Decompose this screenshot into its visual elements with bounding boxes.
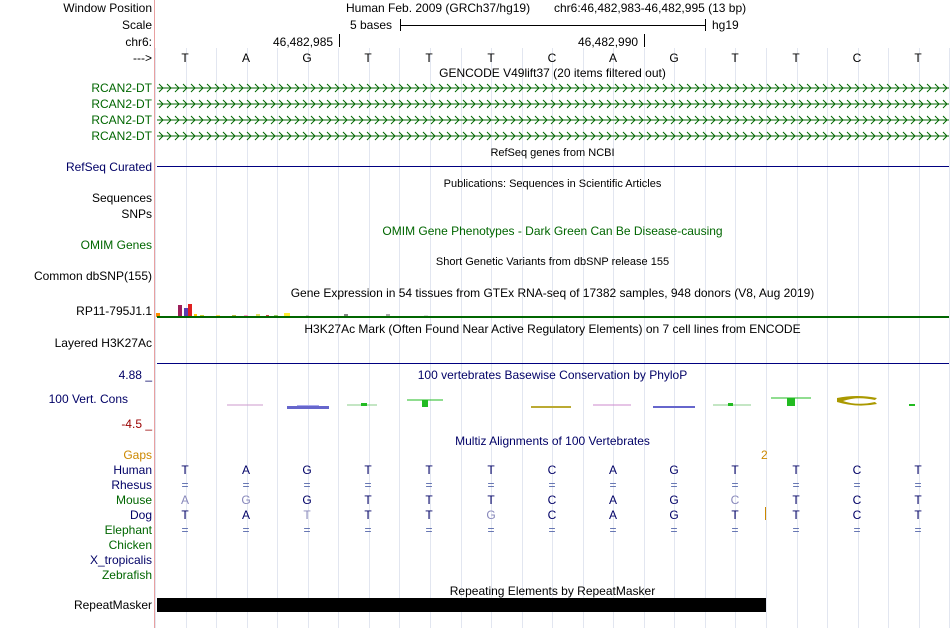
species-label[interactable]: Zebrafish bbox=[101, 568, 152, 582]
alignment-base: = bbox=[181, 523, 189, 537]
alignment-base: = bbox=[425, 478, 433, 492]
alignment-base: T bbox=[914, 463, 922, 477]
alignment-base: A bbox=[608, 508, 617, 522]
gtex-label[interactable]: RP11-795J1.1 bbox=[76, 304, 152, 318]
alignment-base: T bbox=[364, 508, 372, 522]
sequence-base: C bbox=[547, 51, 557, 65]
gencode-transcript-4[interactable] bbox=[157, 131, 949, 141]
snps-label[interactable]: SNPs bbox=[121, 207, 152, 221]
alignment-base: T bbox=[181, 463, 189, 477]
omim-label[interactable]: OMIM Genes bbox=[80, 238, 152, 252]
alignment-base: = bbox=[242, 478, 250, 492]
alignment-base: = bbox=[609, 523, 617, 537]
alignment-base: = bbox=[303, 478, 311, 492]
phylop-max-label: 4.88 _ bbox=[118, 368, 152, 382]
alignment-base: A bbox=[608, 493, 617, 507]
repeatmasker-element[interactable] bbox=[157, 598, 766, 612]
gencode-item-label[interactable]: RCAN2-DT bbox=[91, 113, 152, 127]
alignment-base: = bbox=[548, 478, 556, 492]
sequence-base: C bbox=[852, 51, 862, 65]
h3k27ac-track-title[interactable]: H3K27Ac Mark (Often Found Near Active Regulatory Elements) on 7 cell lines from ENCODE bbox=[304, 322, 801, 336]
coord-tick-2 bbox=[644, 34, 645, 47]
coord-label-2: 46,482,990 bbox=[578, 35, 639, 49]
alignment-base: = bbox=[181, 478, 189, 492]
alignment-base: = bbox=[853, 478, 861, 492]
sequence-base: T bbox=[181, 51, 189, 65]
gencode-item-label[interactable]: RCAN2-DT bbox=[91, 129, 152, 143]
sequence-base: A bbox=[608, 51, 617, 65]
gtex-expression-bars[interactable] bbox=[156, 301, 296, 317]
coord-tick-1 bbox=[339, 34, 340, 47]
alignment-base: = bbox=[792, 478, 800, 492]
alignment-base: T bbox=[425, 493, 433, 507]
h3k27ac-label[interactable]: Layered H3K27Ac bbox=[54, 336, 152, 350]
alignment-base: G bbox=[669, 493, 679, 507]
repeatmasker-track-title[interactable]: Repeating Elements by RepeatMasker bbox=[449, 584, 656, 598]
sequence-base: A bbox=[241, 51, 250, 65]
alignment-base: T bbox=[792, 463, 800, 477]
phylop-min-label: -4.5 _ bbox=[121, 417, 152, 431]
species-label[interactable]: Elephant bbox=[104, 523, 152, 537]
alignment-base: T bbox=[487, 463, 495, 477]
alignment-base: T bbox=[792, 493, 800, 507]
alignment-base: G bbox=[241, 493, 251, 507]
alignment-base: = bbox=[487, 523, 495, 537]
alignment-base: = bbox=[792, 523, 800, 537]
alignment-base: G bbox=[486, 508, 496, 522]
alignment-base: T bbox=[731, 463, 739, 477]
sequences-label[interactable]: Sequences bbox=[91, 191, 152, 205]
gencode-transcript-2[interactable] bbox=[157, 99, 949, 109]
alignment-base: C bbox=[852, 508, 862, 522]
publications-track-title[interactable]: Publications: Sequences in Scientific Articles bbox=[443, 178, 662, 190]
species-label[interactable]: Rhesus bbox=[111, 478, 152, 492]
gencode-item-label[interactable]: RCAN2-DT bbox=[91, 81, 152, 95]
position-text: chr6:46,482,983-46,482,995 (13 bp) bbox=[554, 1, 747, 15]
alignment-base: = bbox=[425, 523, 433, 537]
gap-marker bbox=[765, 507, 766, 520]
h3k27ac-baseline bbox=[157, 363, 949, 364]
sequence-base: T bbox=[364, 51, 372, 65]
alignment-base: = bbox=[609, 478, 617, 492]
alignment-base: = bbox=[914, 523, 922, 537]
alignment-base: A bbox=[241, 508, 250, 522]
scale-value: 5 bases bbox=[350, 18, 393, 32]
alignment-base: = bbox=[242, 523, 250, 537]
gencode-track-title[interactable]: GENCODE V49lift37 (20 items filtered out) bbox=[439, 66, 666, 80]
species-label[interactable]: Chicken bbox=[108, 538, 152, 552]
alignment-base: A bbox=[180, 493, 189, 507]
alignment-base: T bbox=[364, 463, 372, 477]
phylop-label[interactable]: 100 Vert. Cons bbox=[48, 392, 128, 406]
strand-label: ---> bbox=[133, 51, 152, 65]
alignment-base: C bbox=[547, 463, 557, 477]
alignment-base: = bbox=[853, 523, 861, 537]
gaps-label: Gaps bbox=[123, 448, 152, 462]
alignment-base: A bbox=[608, 463, 617, 477]
alignment-base: = bbox=[731, 523, 739, 537]
sequence-base: T bbox=[731, 51, 739, 65]
alignment-base: T bbox=[914, 493, 922, 507]
alignment-base: = bbox=[364, 478, 372, 492]
multiz-track-title[interactable]: Multiz Alignments of 100 Vertebrates bbox=[455, 434, 650, 448]
alignment-base: T bbox=[487, 493, 495, 507]
dbsnp-label[interactable]: Common dbSNP(155) bbox=[33, 269, 152, 283]
alignment-base: T bbox=[303, 508, 311, 522]
alignment-base: G bbox=[669, 508, 679, 522]
alignment-base: T bbox=[181, 508, 189, 522]
gencode-item-label[interactable]: RCAN2-DT bbox=[91, 97, 152, 111]
gridline bbox=[155, 48, 156, 628]
coord-label-1: 46,482,985 bbox=[273, 35, 334, 49]
alignment-base: = bbox=[548, 523, 556, 537]
sequence-base: T bbox=[792, 51, 800, 65]
alignment-base: = bbox=[303, 523, 311, 537]
scale-label: Scale bbox=[121, 18, 152, 32]
alignment-base: C bbox=[852, 493, 862, 507]
sequence-base: G bbox=[302, 51, 312, 65]
alignment-base: G bbox=[302, 493, 312, 507]
alignment-base: A bbox=[241, 463, 250, 477]
refseq-label[interactable]: RefSeq Curated bbox=[65, 160, 152, 174]
gtex-gene-line[interactable] bbox=[157, 316, 949, 318]
alignment-base: C bbox=[730, 493, 740, 507]
alignment-base: T bbox=[792, 508, 800, 522]
scale-assembly: hg19 bbox=[712, 18, 739, 32]
gap-count: 2 bbox=[761, 448, 768, 462]
alignment-base: T bbox=[731, 508, 739, 522]
alignment-base: T bbox=[425, 508, 433, 522]
label-separator bbox=[154, 0, 155, 628]
scale-bar bbox=[400, 19, 706, 31]
alignment-base: C bbox=[547, 493, 557, 507]
repeatmasker-label[interactable]: RepeatMasker bbox=[73, 598, 152, 612]
alignment-base: T bbox=[425, 463, 433, 477]
sequence-base: T bbox=[914, 51, 922, 65]
phylop-track-title[interactable]: 100 vertebrates Basewise Conservation by PhyloP bbox=[417, 368, 688, 382]
alignment-base: = bbox=[670, 478, 678, 492]
species-label[interactable]: Human bbox=[113, 463, 152, 477]
phylop-conservation-plot[interactable] bbox=[157, 392, 949, 416]
omim-track-title[interactable]: OMIM Gene Phenotypes - Dark Green Can Be Disease-causing bbox=[382, 224, 723, 238]
alignment-base: G bbox=[302, 463, 312, 477]
alignment-base: = bbox=[364, 523, 372, 537]
genome-assembly-text: Human Feb. 2009 (GRCh37/hg19) bbox=[346, 1, 531, 15]
species-label[interactable]: Dog bbox=[129, 508, 152, 522]
gencode-transcript-1[interactable] bbox=[157, 83, 949, 93]
refseq-track-title[interactable]: RefSeq genes from NCBI bbox=[490, 147, 615, 159]
refseq-gene-line[interactable] bbox=[157, 166, 949, 167]
chrom-label: chr6: bbox=[125, 35, 152, 49]
window-position-label: Window Position bbox=[63, 1, 152, 15]
alignment-base: = bbox=[731, 478, 739, 492]
sequence-base: T bbox=[425, 51, 433, 65]
alignment-base: T bbox=[364, 493, 372, 507]
alignment-base: = bbox=[670, 523, 678, 537]
species-label[interactable]: X_tropicalis bbox=[89, 553, 152, 567]
sequence-base: T bbox=[487, 51, 495, 65]
gtex-track-title[interactable]: Gene Expression in 54 tissues from GTEx RNA-seq of 17382 samples, 948 donors (V8, Aug 2019) bbox=[290, 286, 815, 300]
species-label[interactable]: Mouse bbox=[115, 493, 152, 507]
alignment-base: = bbox=[487, 478, 495, 492]
alignment-base: C bbox=[852, 463, 862, 477]
gencode-transcript-3[interactable] bbox=[157, 115, 949, 125]
alignment-base: T bbox=[914, 508, 922, 522]
alignment-base: = bbox=[914, 478, 922, 492]
alignment-base: G bbox=[669, 463, 679, 477]
sequence-base: G bbox=[669, 51, 679, 65]
dbsnp-track-title[interactable]: Short Genetic Variants from dbSNP release 155 bbox=[435, 256, 670, 268]
alignment-base: C bbox=[547, 508, 557, 522]
